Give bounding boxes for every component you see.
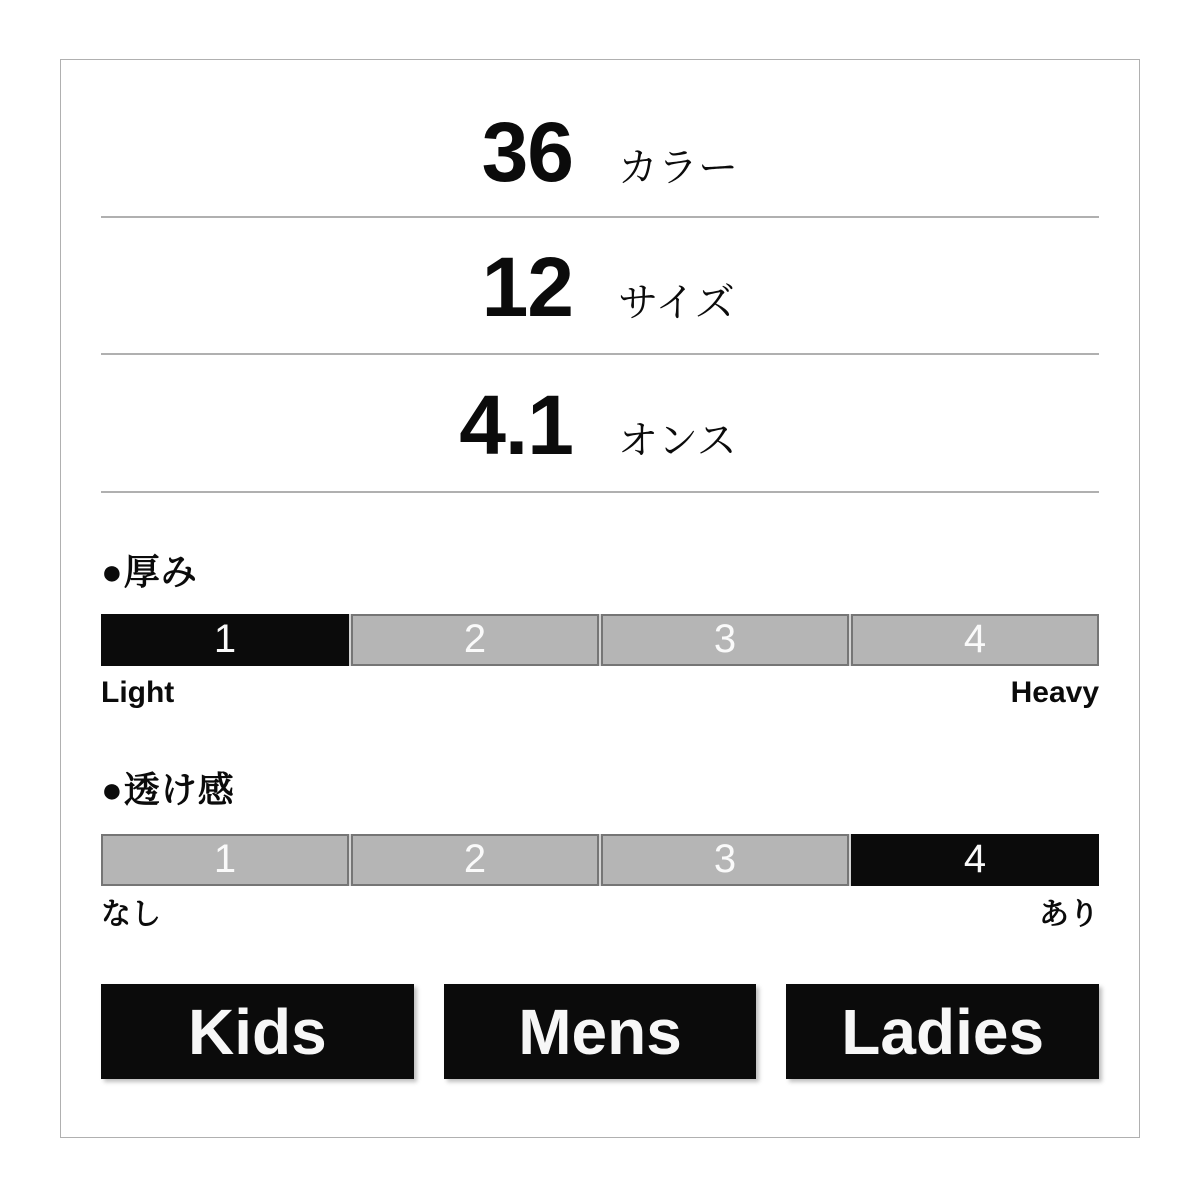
- ounce-value: 4.1: [459, 378, 573, 472]
- sheerness-scale-bar: [101, 834, 1099, 886]
- sheerness-level-2: 2: [351, 834, 599, 886]
- thickness-level-2: 2: [351, 614, 599, 666]
- color-count-unit: カラー: [618, 146, 738, 190]
- sheerness-label-yes: あり: [1039, 898, 1099, 931]
- sheerness-label-none: なし: [101, 898, 161, 931]
- mens-button[interactable]: Mens: [444, 984, 757, 1079]
- kids-button[interactable]: Kids: [101, 984, 414, 1079]
- sheerness-heading: ●透け感: [101, 769, 235, 810]
- category-buttons: [101, 984, 1099, 1079]
- thickness-level-3: 3: [601, 614, 849, 666]
- thickness-level-1: 1: [101, 614, 349, 666]
- thickness-heading: ●厚み: [101, 551, 198, 592]
- color-count-value: 36: [481, 105, 573, 199]
- sheerness-level-4: 4: [851, 834, 1099, 886]
- sheerness-level-1: 1: [101, 834, 349, 886]
- sheerness-scale-labels: [101, 897, 1099, 933]
- divider: [101, 491, 1099, 493]
- ladies-button[interactable]: Ladies: [786, 984, 1099, 1079]
- stat-row-weight: [101, 355, 1099, 491]
- sheerness-level-3: 3: [601, 834, 849, 886]
- stat-row-sizes: [101, 218, 1099, 353]
- ounce-unit: オンス: [618, 419, 737, 463]
- product-spec-card: [60, 59, 1140, 1138]
- spec-content: [101, 60, 1099, 933]
- size-count-unit: サイズ: [618, 281, 735, 325]
- thickness-scale-bar: [101, 614, 1099, 666]
- thickness-scale-labels: [101, 675, 1099, 711]
- thickness-label-light: Light: [101, 676, 175, 709]
- thickness-level-4: 4: [851, 614, 1099, 666]
- size-count-value: 12: [481, 240, 573, 334]
- thickness-label-heavy: Heavy: [1010, 676, 1099, 709]
- stat-row-colors: [101, 60, 1099, 216]
